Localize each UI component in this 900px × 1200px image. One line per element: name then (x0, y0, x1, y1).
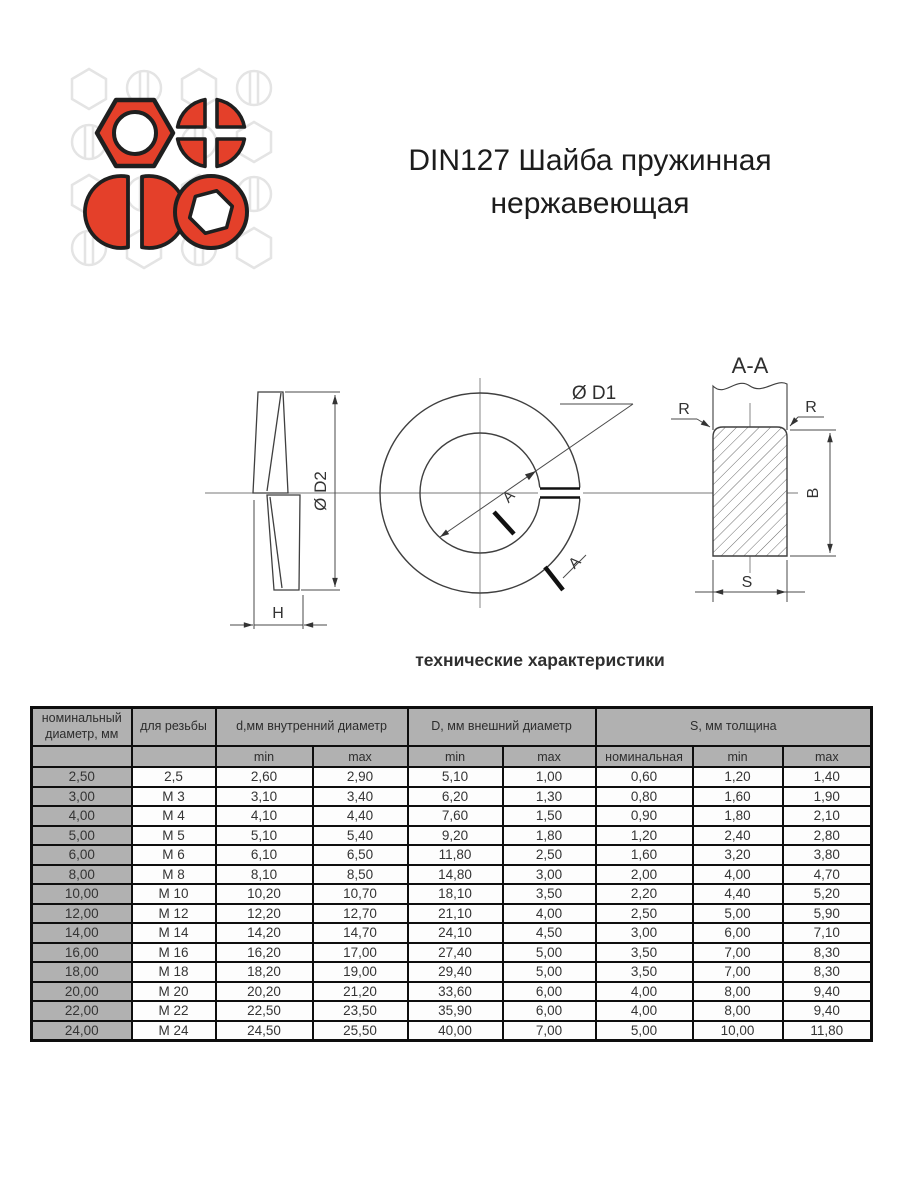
spec-table-body (32, 767, 872, 1041)
table-cell: 2,80 (783, 826, 872, 846)
table-row (32, 884, 872, 904)
table-cell: 1,80 (503, 826, 596, 846)
table-cell-nominal: 22,00 (32, 1001, 132, 1021)
table-cell: 4,40 (693, 884, 783, 904)
table-cell: 3,50 (596, 962, 693, 982)
table-cell-nominal: 5,00 (32, 826, 132, 846)
table-cell: 27,40 (408, 943, 503, 963)
table-row (32, 923, 872, 943)
subcol-d-min: min (216, 746, 313, 767)
table-cell: 25,50 (313, 1021, 408, 1041)
table-row (32, 826, 872, 846)
page-title-line1: DIN127 Шайба пружинная (408, 144, 772, 177)
table-cell: 5,00 (503, 943, 596, 963)
table-cell: 4,40 (313, 806, 408, 826)
table-cell: 1,30 (503, 787, 596, 807)
table-cell: 4,00 (596, 982, 693, 1002)
table-cell: 4,70 (783, 865, 872, 885)
table-cell: 7,00 (693, 943, 783, 963)
table-cell-nominal: 16,00 (32, 943, 132, 963)
subcol-s-nominal: номинальная (596, 746, 693, 767)
table-cell: 2,90 (313, 767, 408, 787)
table-cell: 6,00 (693, 923, 783, 943)
table-cell-nominal: 10,00 (32, 884, 132, 904)
table-cell: 4,10 (216, 806, 313, 826)
table-cell: М 8 (132, 865, 216, 885)
subcol-empty (132, 746, 216, 767)
table-cell: 6,10 (216, 845, 313, 865)
table-cell: 1,60 (596, 845, 693, 865)
subcol-D-min: min (408, 746, 503, 767)
table-cell: 17,00 (313, 943, 408, 963)
table-cell: М 5 (132, 826, 216, 846)
table-cell: 6,20 (408, 787, 503, 807)
table-cell: 8,00 (693, 1001, 783, 1021)
table-cell: М 22 (132, 1001, 216, 1021)
table-cell: 4,00 (596, 1001, 693, 1021)
technical-drawing (190, 340, 890, 650)
col-header-thread: для резьбы (132, 708, 216, 747)
table-cell-nominal: 3,00 (32, 787, 132, 807)
section-title: A-A (731, 353, 769, 378)
table-cell: М 4 (132, 806, 216, 826)
table-cell-nominal: 14,00 (32, 923, 132, 943)
table-cell: 24,10 (408, 923, 503, 943)
table-cell: 3,00 (596, 923, 693, 943)
section-cut-label-a2: A (565, 553, 585, 573)
table-cell: 2,40 (693, 826, 783, 846)
table-cell: 2,10 (783, 806, 872, 826)
col-header-inner-diameter: d,мм внутренний диаметр (216, 708, 408, 747)
table-cell: 21,10 (408, 904, 503, 924)
table-row (32, 982, 872, 1002)
table-cell-nominal: 6,00 (32, 845, 132, 865)
table-cell: 18,20 (216, 962, 313, 982)
table-cell: 5,00 (503, 962, 596, 982)
table-cell: М 6 (132, 845, 216, 865)
table-cell: 16,20 (216, 943, 313, 963)
table-cell: 14,70 (313, 923, 408, 943)
table-cell: 7,10 (783, 923, 872, 943)
subcol-d-max: max (313, 746, 408, 767)
table-cell: 3,80 (783, 845, 872, 865)
table-cell: 3,50 (596, 943, 693, 963)
table-cell: 3,50 (503, 884, 596, 904)
table-cell: 6,00 (503, 982, 596, 1002)
table-cell: М 3 (132, 787, 216, 807)
subcol-s-min: min (693, 746, 783, 767)
table-cell: 22,50 (216, 1001, 313, 1021)
table-cell: М 12 (132, 904, 216, 924)
brand-logo (62, 62, 282, 274)
table-cell: 1,00 (503, 767, 596, 787)
page-title (320, 140, 860, 225)
table-cell: 29,40 (408, 962, 503, 982)
table-cell: 23,50 (313, 1001, 408, 1021)
table-cell: 5,40 (313, 826, 408, 846)
table-cell: 0,80 (596, 787, 693, 807)
table-row (32, 806, 872, 826)
table-cell: М 18 (132, 962, 216, 982)
dim-label-d2: Ø D2 (311, 471, 330, 511)
table-row (32, 767, 872, 787)
table-cell: 5,90 (783, 904, 872, 924)
table-cell: 10,00 (693, 1021, 783, 1041)
table-cell: 5,00 (596, 1021, 693, 1041)
dim-label-h: H (272, 605, 284, 622)
table-cell-nominal: 24,00 (32, 1021, 132, 1041)
table-cell: 1,50 (503, 806, 596, 826)
col-header-nominal-diameter: номинальный диаметр, мм (32, 708, 132, 747)
table-cell: 3,10 (216, 787, 313, 807)
table-cell: 1,80 (693, 806, 783, 826)
table-cell: 14,80 (408, 865, 503, 885)
table-row (32, 787, 872, 807)
table-header-subcolumns (32, 746, 872, 767)
table-cell: 5,20 (783, 884, 872, 904)
table-cell-nominal: 8,00 (32, 865, 132, 885)
table-cell: 21,20 (313, 982, 408, 1002)
table-cell: М 10 (132, 884, 216, 904)
table-cell: 7,00 (503, 1021, 596, 1041)
table-cell: 0,90 (596, 806, 693, 826)
table-cell: 1,60 (693, 787, 783, 807)
specs-heading: технические характеристики (415, 650, 665, 670)
col-header-thickness: S, мм толщина (596, 708, 872, 747)
table-cell-nominal: 4,00 (32, 806, 132, 826)
table-cell: 8,30 (783, 943, 872, 963)
table-cell: 5,00 (693, 904, 783, 924)
table-row (32, 1001, 872, 1021)
table-cell: 9,40 (783, 982, 872, 1002)
table-cell: 4,50 (503, 923, 596, 943)
table-cell: 8,30 (783, 962, 872, 982)
table-cell: 9,40 (783, 1001, 872, 1021)
table-cell: 18,10 (408, 884, 503, 904)
table-cell: 11,80 (783, 1021, 872, 1041)
table-cell: 2,60 (216, 767, 313, 787)
radius-label-right: R (805, 399, 817, 416)
table-cell: 35,90 (408, 1001, 503, 1021)
table-cell: М 14 (132, 923, 216, 943)
table-cell: 2,50 (503, 845, 596, 865)
dim-label-d1: Ø D1 (571, 383, 617, 404)
table-cell: М 16 (132, 943, 216, 963)
table-cell: 1,20 (596, 826, 693, 846)
table-cell: 8,10 (216, 865, 313, 885)
table-cell: 6,00 (503, 1001, 596, 1021)
table-cell: М 24 (132, 1021, 216, 1041)
table-cell: 10,70 (313, 884, 408, 904)
table-cell: 1,90 (783, 787, 872, 807)
col-header-outer-diameter: D, мм внешний диаметр (408, 708, 596, 747)
table-cell: 8,00 (693, 982, 783, 1002)
table-cell: 2,5 (132, 767, 216, 787)
table-cell: 40,00 (408, 1021, 503, 1041)
section-cut-label-a1: A (499, 487, 519, 507)
table-header-groups (32, 708, 872, 747)
table-cell: 8,50 (313, 865, 408, 885)
radius-label-left: R (678, 401, 690, 418)
table-cell-nominal: 12,00 (32, 904, 132, 924)
table-cell: М 20 (132, 982, 216, 1002)
table-cell: 7,00 (693, 962, 783, 982)
table-cell: 4,00 (503, 904, 596, 924)
table-cell: 1,40 (783, 767, 872, 787)
spec-table (30, 706, 873, 1042)
table-cell: 2,00 (596, 865, 693, 885)
table-cell: 10,20 (216, 884, 313, 904)
table-cell: 2,20 (596, 884, 693, 904)
table-cell: 5,10 (216, 826, 313, 846)
table-cell: 6,50 (313, 845, 408, 865)
table-row (32, 1021, 872, 1041)
table-cell-nominal: 18,00 (32, 962, 132, 982)
table-row (32, 943, 872, 963)
table-row (32, 845, 872, 865)
socket-head-icon (175, 176, 247, 248)
subcol-D-max: max (503, 746, 596, 767)
table-cell: 4,00 (693, 865, 783, 885)
table-cell: 3,40 (313, 787, 408, 807)
table-cell: 11,80 (408, 845, 503, 865)
table-cell: 9,20 (408, 826, 503, 846)
side-view-drawing (230, 392, 340, 629)
dim-label-s: S (741, 574, 753, 591)
table-cell-nominal: 2,50 (32, 767, 132, 787)
table-cell-nominal: 20,00 (32, 982, 132, 1002)
logo-watermark-pattern (62, 62, 282, 274)
table-cell: 12,70 (313, 904, 408, 924)
table-row (32, 865, 872, 885)
hex-nut-icon (97, 100, 173, 166)
table-cell: 5,10 (408, 767, 503, 787)
table-cell: 0,60 (596, 767, 693, 787)
table-row (32, 904, 872, 924)
table-cell: 7,60 (408, 806, 503, 826)
table-cell: 12,20 (216, 904, 313, 924)
page-title-line2: нержавеющая (490, 186, 690, 220)
table-cell: 2,50 (596, 904, 693, 924)
table-cell: 14,20 (216, 923, 313, 943)
section-view-drawing (671, 353, 836, 602)
table-cell: 20,20 (216, 982, 313, 1002)
subcol-empty (32, 746, 132, 767)
table-cell: 33,60 (408, 982, 503, 1002)
table-cell: 24,50 (216, 1021, 313, 1041)
table-cell: 19,00 (313, 962, 408, 982)
table-cell: 1,20 (693, 767, 783, 787)
dim-label-b: B (805, 487, 822, 499)
table-cell: 3,20 (693, 845, 783, 865)
subcol-s-max: max (783, 746, 872, 767)
table-cell: 3,00 (503, 865, 596, 885)
table-row (32, 962, 872, 982)
